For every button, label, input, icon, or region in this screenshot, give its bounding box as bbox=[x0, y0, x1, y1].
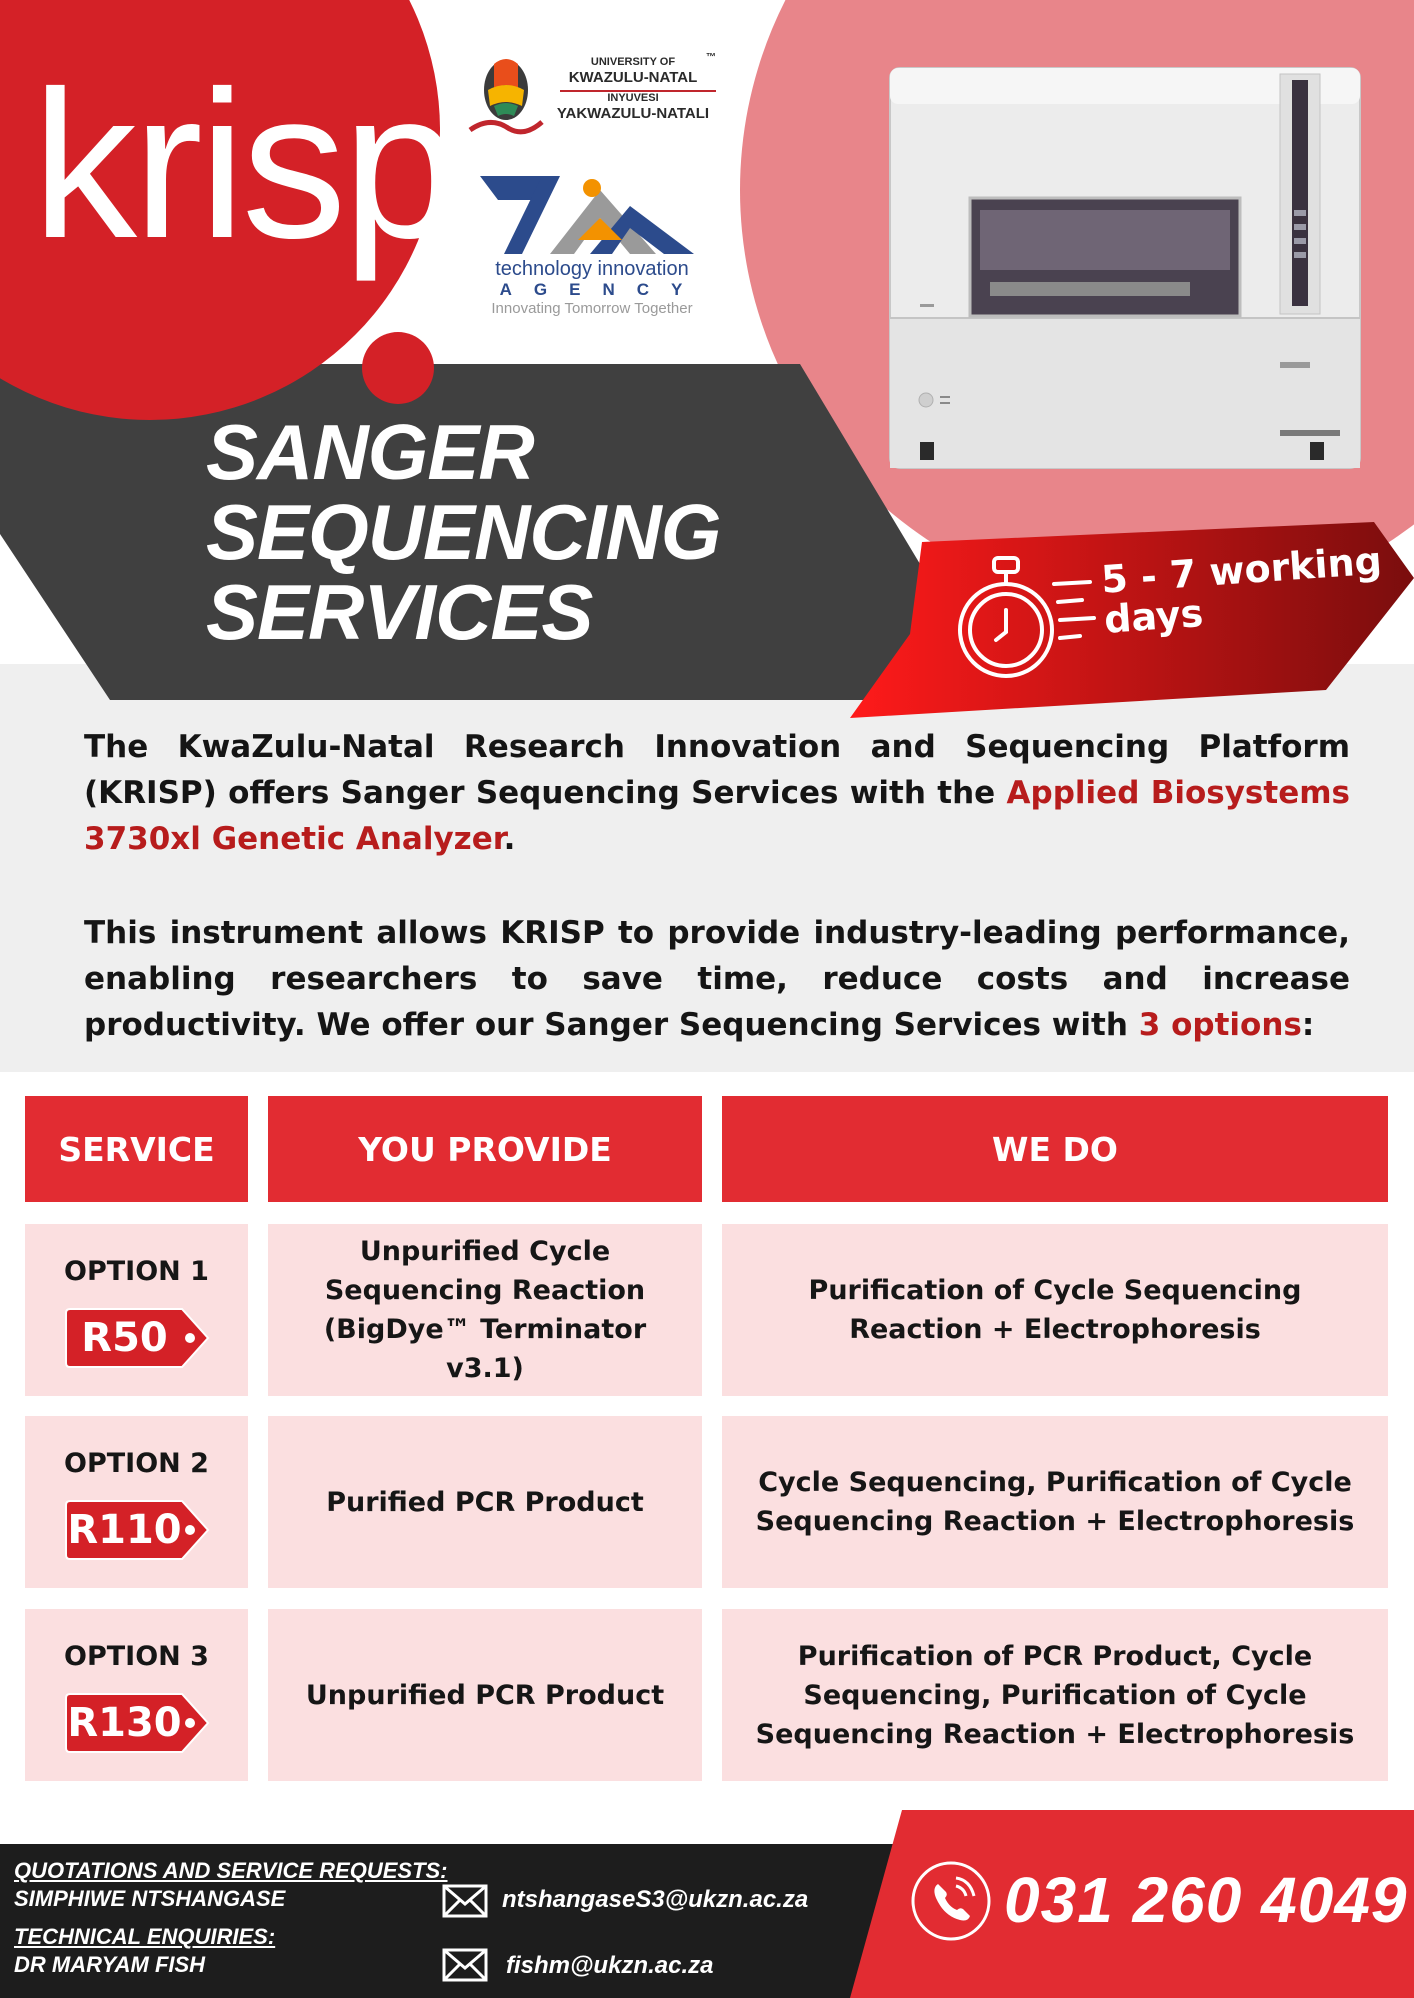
intro-p1-highlight: Applied Biosystems 3730xl Genetic Analyzer bbox=[84, 775, 1350, 857]
ukzn-line-2: KWAZULU-NATAL bbox=[568, 69, 698, 86]
tia-line-2: AGENCY bbox=[499, 280, 705, 299]
table-header-we-do: WE DO bbox=[722, 1096, 1388, 1202]
table-header-you-provide: YOU PROVIDE bbox=[268, 1096, 702, 1202]
genetic-analyzer-image bbox=[880, 50, 1370, 490]
mail-icon bbox=[442, 1884, 488, 1918]
option-3-label: OPTION 3 bbox=[64, 1640, 209, 1672]
intro-p2-highlight: 3 options bbox=[1138, 1007, 1302, 1043]
intro-paragraph-2 bbox=[84, 910, 1350, 1048]
ukzn-logo-rule bbox=[560, 90, 716, 92]
turnaround-line-2: days bbox=[1102, 590, 1205, 642]
page-title bbox=[206, 408, 721, 656]
option-1-provide-text: Unpurified Cycle Sequencing Reaction (BigDye™ Terminator v3.1) bbox=[323, 1236, 647, 1384]
option-2-cell bbox=[25, 1416, 248, 1588]
option-1-we-do bbox=[722, 1224, 1388, 1396]
price-tag bbox=[64, 1692, 210, 1754]
technical-label: TECHNICAL ENQUIRIES: bbox=[14, 1924, 276, 1949]
option-3-price: R130 bbox=[67, 1699, 182, 1746]
option-1-we-do-text: Purification of Cycle Sequencing Reaction + Electrophoresis bbox=[808, 1275, 1302, 1345]
krisp-logo-dot bbox=[362, 332, 434, 404]
option-2-we-do-text: Cycle Sequencing, Purification of Cycle Sequencing Reaction + Electrophoresis bbox=[755, 1467, 1355, 1537]
tia-line-1: technology innovation bbox=[495, 258, 689, 280]
option-2-provide-text: Purified PCR Product bbox=[326, 1486, 644, 1518]
krisp-logo-wordmark: krisp bbox=[32, 47, 456, 282]
email-link-technical[interactable]: fishm@ukzn.ac.za bbox=[506, 1952, 714, 1979]
intro-p2-end: : bbox=[1301, 1007, 1315, 1043]
tia-line-3: Innovating Tomorrow Together bbox=[491, 300, 693, 317]
phone-number[interactable]: 031 260 4049 bbox=[1004, 1864, 1408, 1936]
title-line-2: SEQUENCING bbox=[206, 488, 721, 576]
turnaround-line-1: 5 - 7 working bbox=[1099, 538, 1384, 602]
option-2-you-provide bbox=[268, 1416, 702, 1588]
intro-paragraph-1 bbox=[84, 724, 1350, 862]
stopwatch-icon bbox=[950, 554, 1098, 684]
mail-icon bbox=[442, 1948, 488, 1982]
option-3-provide-text: Unpurified PCR Product bbox=[305, 1679, 665, 1711]
option-1-cell bbox=[25, 1224, 248, 1396]
ukzn-logo-text bbox=[548, 56, 718, 122]
ukzn-trademark: ™ bbox=[706, 52, 716, 63]
email-link-quotations[interactable]: ntshangaseS3@ukzn.ac.za bbox=[502, 1886, 809, 1913]
option-2-label: OPTION 2 bbox=[64, 1447, 209, 1479]
tia-logo-text bbox=[474, 258, 710, 318]
option-1-label: OPTION 1 bbox=[64, 1255, 209, 1287]
option-1-you-provide bbox=[268, 1224, 702, 1396]
phone-icon bbox=[910, 1860, 992, 1942]
quotations-contact-name: SIMPHIWE NTSHANGASE bbox=[14, 1886, 286, 1911]
option-1-price: R50 bbox=[81, 1314, 168, 1361]
intro-p1-end: . bbox=[503, 821, 516, 857]
technical-contact-name: DR MARYAM FISH bbox=[14, 1952, 206, 1977]
tia-logo bbox=[480, 170, 700, 260]
option-3-we-do bbox=[722, 1609, 1388, 1781]
option-2-we-do bbox=[722, 1416, 1388, 1588]
ukzn-line-4: YAKWAZULU-NATALI bbox=[556, 105, 710, 122]
price-tag bbox=[64, 1499, 210, 1561]
ukzn-line-3: INYUVESI bbox=[607, 92, 659, 104]
title-line-3: SERVICES bbox=[206, 568, 593, 656]
option-2-price: R110 bbox=[67, 1506, 182, 1553]
option-3-we-do-text: Purification of PCR Product, Cycle Sequencing, Purification of Cycle Sequencing Reaction + Electrophoresis bbox=[755, 1640, 1355, 1750]
intro-p2-text: This instrument allows KRISP to provide industry-leading performance, enabling researchers to save time, reduce costs and increase productivity. We offer our Sanger Sequencing Services with bbox=[84, 915, 1350, 1043]
quotations-label: QUOTATIONS AND SERVICE REQUESTS: bbox=[14, 1858, 448, 1883]
title-line-1: SANGER bbox=[206, 408, 534, 496]
option-3-you-provide bbox=[268, 1609, 702, 1781]
price-tag bbox=[64, 1307, 210, 1369]
ukzn-line-1: UNIVERSITY OF bbox=[590, 56, 676, 68]
table-header-service: SERVICE bbox=[25, 1096, 248, 1202]
option-3-cell bbox=[25, 1609, 248, 1781]
intro-p1-text: The KwaZulu-Natal Research Innovation and Sequencing Platform (KRISP) offers Sanger Sequencing Services with the bbox=[84, 729, 1350, 811]
